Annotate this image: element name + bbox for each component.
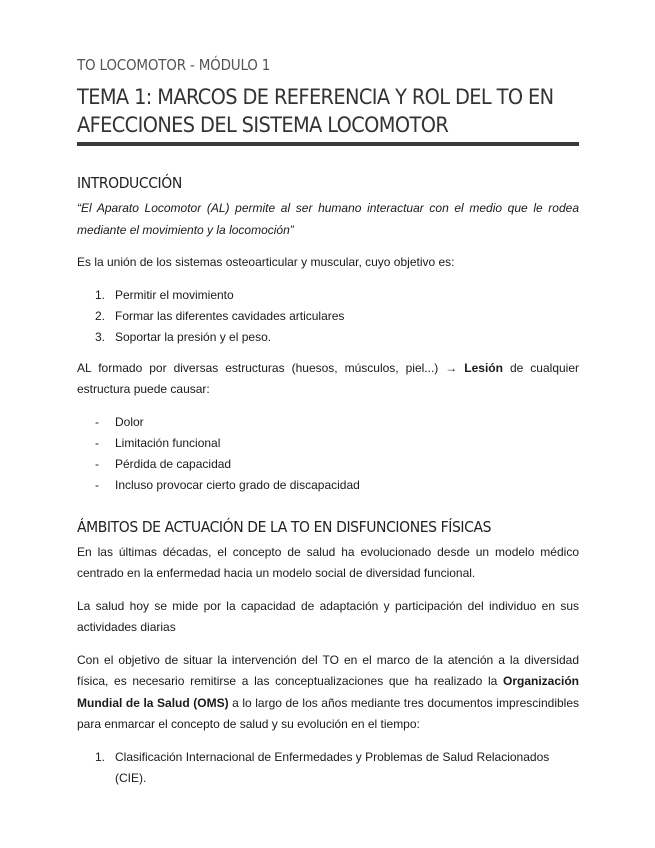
list-item: - Limitación funcional: [95, 435, 221, 450]
document-body: [77, 172, 579, 799]
title-divider: [77, 142, 579, 146]
list-item: 1. Clasificación Internacional de Enfermedades y Problemas de Salud Relacionados (CIE).: [95, 749, 550, 785]
ambitos-paragraph-1: En las últimas décadas, el concepto de salud ha evolucionado desde un modelo médico centrado en la enfermedad hacia un modelo social de diversidad funcional.: [77, 544, 579, 580]
ambitos-heading: ÁMBITOS DE ACTUACIÓN DE LA TO EN DISFUNCIONES FÍSICAS: [77, 517, 492, 536]
list-item: 3. Soportar la presión y el peso.: [95, 329, 272, 344]
intro-heading: INTRODUCCIÓN: [77, 174, 182, 192]
objectives-list: [77, 285, 579, 348]
ambitos-paragraph-3: Con el objetivo de situar la intervención del TO en el marco de la atención a la diversidad física, es necesario remitirse a las conceptualizaciones que ha realizado la Organización Mundial de la Salud (OMS) a lo largo de los años mediante tres documentos imprescindibles para enmarcar el concepto de salud y su evolución en el tiempo:: [77, 652, 579, 731]
injury-paragraph: AL formado por diversas estructuras (huesos, músculos, piel...) → Lesión de cualquier estructura puede causar:: [77, 360, 579, 396]
intro-quote: “El Aparato Locomotor (AL) permite al ser humano interactuar con el medio que le rodea mediante el movimiento y la locomoción”: [77, 201, 579, 237]
documents-list: [77, 747, 579, 789]
list-item: 1. Permitir el movimiento: [95, 287, 234, 302]
list-item: 2. Formar las diferentes cavidades articulares: [95, 308, 345, 323]
effects-list: [77, 412, 579, 496]
page-title: TEMA 1: MARCOS DE REFERENCIA Y ROL DEL TO EN AFECCIONES DEL SISTEMA LOCOMOTOR: [77, 85, 554, 138]
ambitos-paragraph-2: La salud hoy se mide por la capacidad de adaptación y participación del individuo en sus actividades diarias: [77, 598, 579, 634]
list-item: - Dolor: [95, 414, 144, 429]
list-item: - Incluso provocar cierto grado de discapacidad: [95, 477, 360, 492]
module-subtitle: TO LOCOMOTOR - MÓDULO 1: [77, 56, 271, 74]
list-item: - Pérdida de capacidad: [95, 456, 232, 471]
intro-lead: Es la unión de los sistemas osteoarticular y muscular, cuyo objetivo es:: [77, 255, 455, 269]
